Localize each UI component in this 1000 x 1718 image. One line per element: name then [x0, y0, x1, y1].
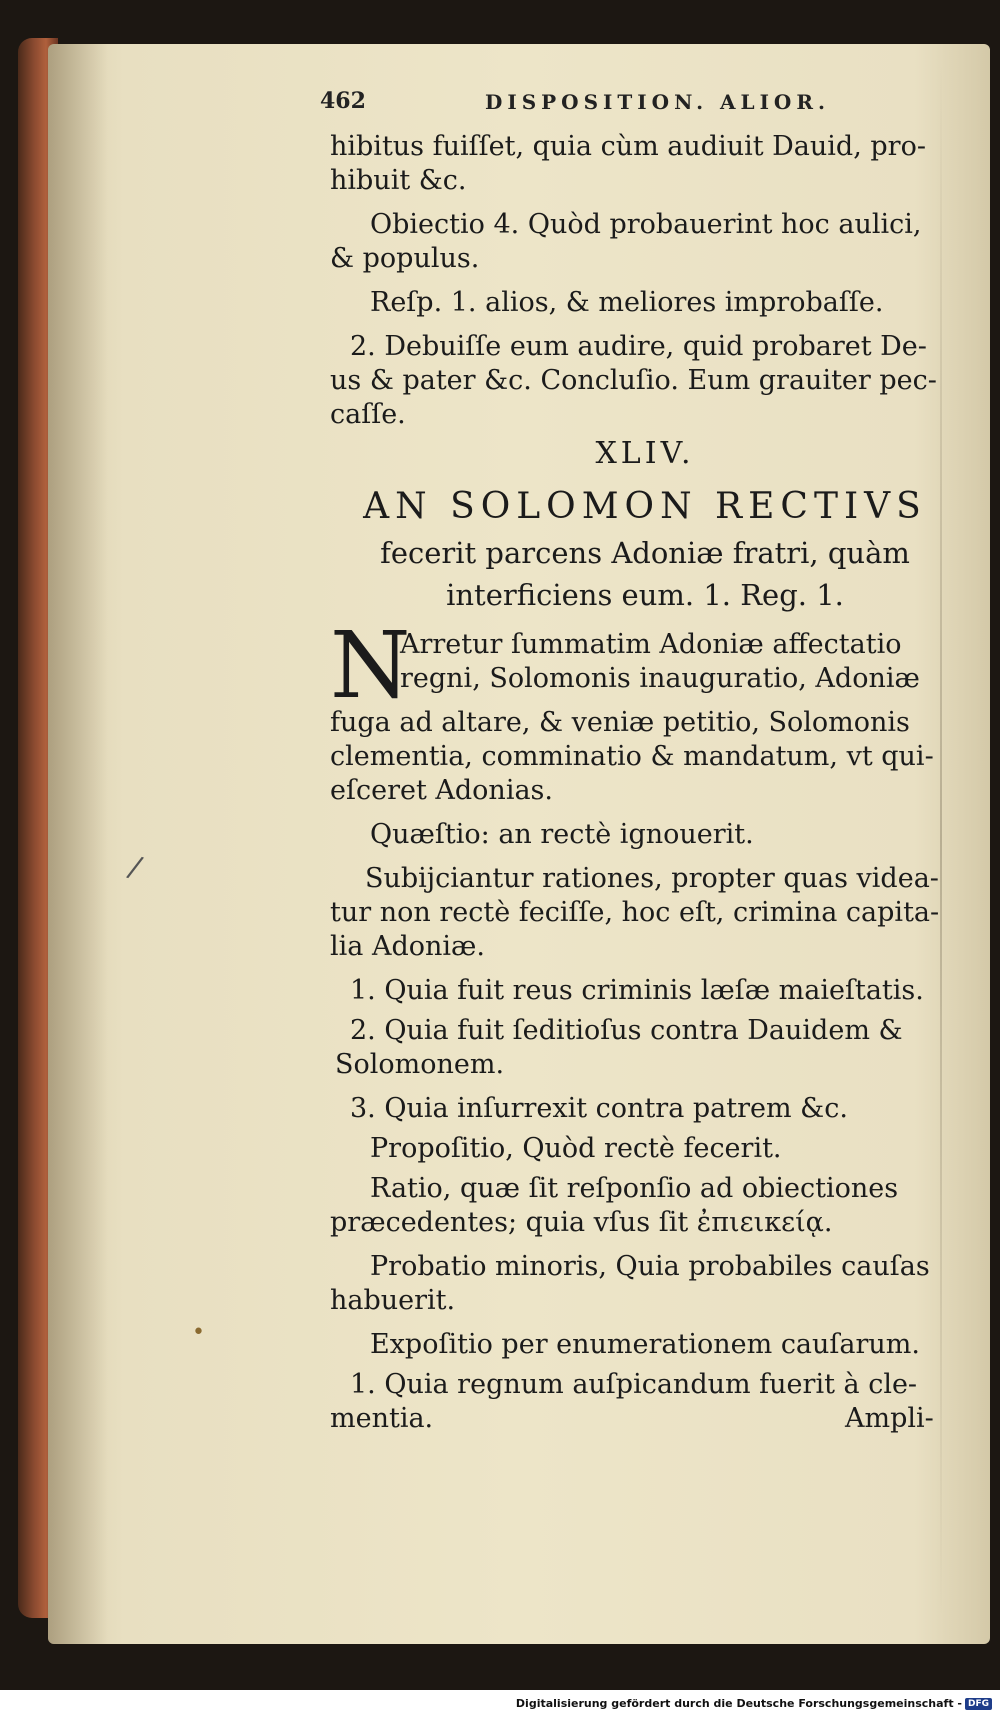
text-line: hibitus fuiſſet, quia cùm audiuit Dauid, pro-: [330, 131, 926, 162]
margin-mark: /: [124, 849, 146, 886]
text-line: 1. Quia fuit reus criminis læſæ maieſtatis.: [350, 975, 924, 1006]
text-line: eſceret Adonias.: [330, 775, 553, 806]
text-line: Quæſtio: an rectè ignouerit.: [370, 819, 754, 850]
footer: [516, 1697, 992, 1710]
margin-mark: •: [192, 1320, 205, 1345]
text-line: 2. Quia fuit ſeditioſus contra Dauidem &: [350, 1015, 903, 1046]
text-line: Arretur ſummatim Adoniæ affectatio: [400, 629, 902, 660]
text-line: tur non rectè feciſſe, hoc eſt, crimina capita-: [330, 897, 940, 928]
section-number: XLIV.: [595, 436, 695, 471]
text-line: us & pater &c. Concluſio. Eum grauiter pec-: [330, 365, 937, 396]
drop-cap: N: [330, 612, 411, 719]
text-line: habuerit.: [330, 1285, 456, 1316]
text-line: fuga ad altare, & veniæ petitio, Solomonis: [330, 707, 910, 738]
text-line: caſſe.: [330, 399, 406, 430]
text-line: præcedentes; quia vſus ſit ἐπιεικείᾳ.: [330, 1207, 833, 1238]
text-line: lia Adoniæ.: [330, 931, 485, 962]
text-line: Probatio minoris, Quia probabiles cauſas: [370, 1251, 930, 1282]
page-shadow: [48, 44, 108, 1644]
text-line: Ratio, quæ ſit reſponſio ad obiectiones: [370, 1173, 899, 1204]
section-subtitle: interficiens eum. 1. Reg. 1.: [446, 578, 844, 612]
text-line: mentia.: [330, 1403, 434, 1434]
text-line: Propoſitio, Quòd rectè fecerit.: [370, 1133, 782, 1164]
text-line: Subijciantur rationes, propter quas videa-: [365, 863, 939, 894]
text-line: clementia, comminatio & mandatum, vt qui-: [330, 741, 934, 772]
text-line: Reſp. 1. alios, & meliores improbaſſe.: [370, 287, 884, 318]
dfg-logo-icon: DFG: [965, 1698, 992, 1710]
text-line: 2. Debuiſſe eum audire, quid probaret De-: [350, 331, 927, 362]
text-line: 1. Quia regnum auſpicandum fuerit à cle-: [350, 1369, 918, 1400]
page-number: 462: [320, 88, 366, 114]
text-line: Expoſitio per enumerationem cauſarum.: [370, 1329, 920, 1360]
text-line: hibuit &c.: [330, 165, 467, 196]
text-line: & populus.: [330, 243, 480, 274]
footer-text: Digitalisierung gefördert durch die Deutsche Forschungsgemeinschaft -: [515, 1697, 962, 1710]
section-title: AN SOLOMON RECTIVS: [363, 486, 927, 527]
text-line: regni, Solomonis inauguratio, Adoniæ: [400, 663, 920, 694]
text-line: Obiectio 4. Quòd probauerint hoc aulici,: [370, 209, 922, 240]
catchword: Ampli-: [845, 1403, 934, 1434]
text-line: 3. Quia inſurrexit contra patrem &c.: [350, 1093, 848, 1124]
page-header: [320, 88, 940, 124]
text-line: Solomonem.: [335, 1049, 505, 1080]
section-subtitle: fecerit parcens Adoniæ fratri, quàm: [380, 536, 910, 570]
running-head: DISPOSITION. ALIOR.: [485, 90, 830, 114]
